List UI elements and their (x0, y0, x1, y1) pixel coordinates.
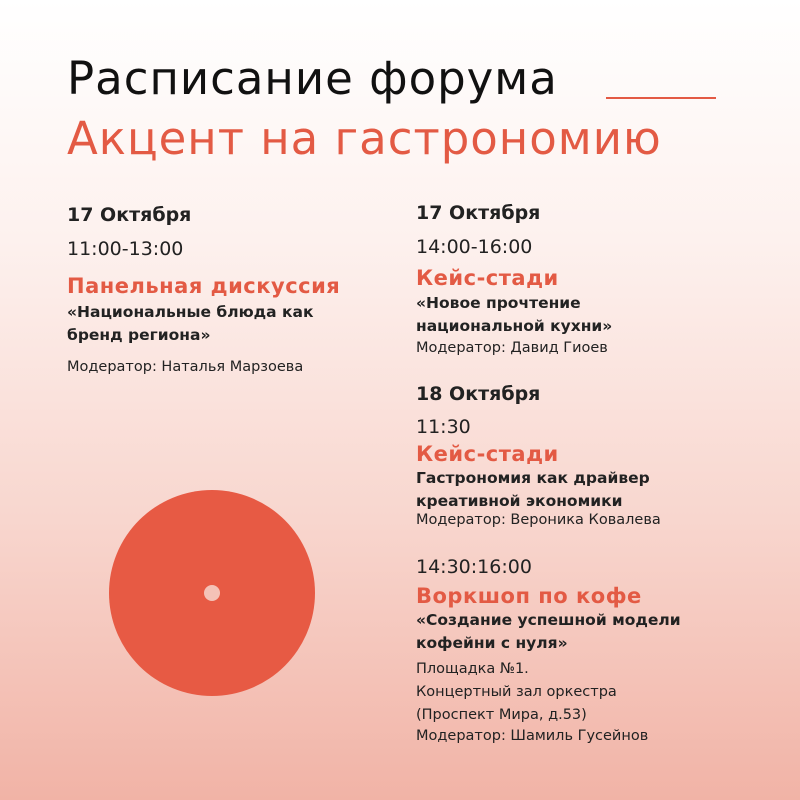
event-4-description (416, 609, 681, 655)
event-4-moderator: Модератор: Шамиль Гусейнов (416, 728, 649, 744)
event-4-venue-line: Площадка №1. (416, 661, 529, 677)
event-3-description (416, 467, 650, 513)
event-1-description-line: бренд региона» (67, 326, 211, 344)
event-4-time: 14:30:16:00 (416, 556, 532, 578)
event-4-venue-line: Концертный зал оркестра (416, 684, 617, 700)
event-4-venue-line: (Проспект Мира, д.53) (416, 707, 587, 723)
event-1-moderator: Модератор: Наталья Марзоева (67, 359, 304, 375)
event-1-description-line: «Национальные блюда как (67, 303, 314, 321)
event-2-date: 17 Октября (416, 202, 541, 224)
event-2-type: Кейс-стади (416, 266, 559, 290)
event-3-moderator: Модератор: Вероника Ковалева (416, 512, 661, 528)
event-2-moderator: Модератор: Давид Гиоев (416, 340, 608, 356)
event-1-date: 17 Октября (67, 204, 192, 226)
disc-center-dot (204, 585, 220, 601)
event-1-type: Панельная дискуссия (67, 274, 341, 298)
title-underline (606, 97, 716, 99)
event-2-description-line: национальной кухни» (416, 317, 613, 335)
event-3-time: 11:30 (416, 416, 471, 438)
event-3-description-line: креативной экономики (416, 492, 623, 510)
event-4-description-line: «Создание успешной модели (416, 611, 681, 629)
page-title: Расписание форума (67, 52, 558, 105)
event-4-type: Воркшоп по кофе (416, 584, 642, 608)
decorative-disc (109, 490, 315, 696)
event-4-description-line: кофейни с нуля» (416, 634, 568, 652)
event-3-date: 18 Октября (416, 383, 541, 405)
event-2-description-line: «Новое прочтение (416, 294, 581, 312)
event-1-description (67, 301, 314, 347)
event-3-type: Кейс-стади (416, 442, 559, 466)
event-2-time: 14:00-16:00 (416, 236, 533, 258)
event-4-venue (416, 658, 617, 727)
event-1-time: 11:00-13:00 (67, 238, 184, 260)
event-3-description-line: Гастрономия как драйвер (416, 469, 650, 487)
event-2-description (416, 292, 612, 338)
page-subtitle: Акцент на гастрономию (67, 112, 662, 165)
